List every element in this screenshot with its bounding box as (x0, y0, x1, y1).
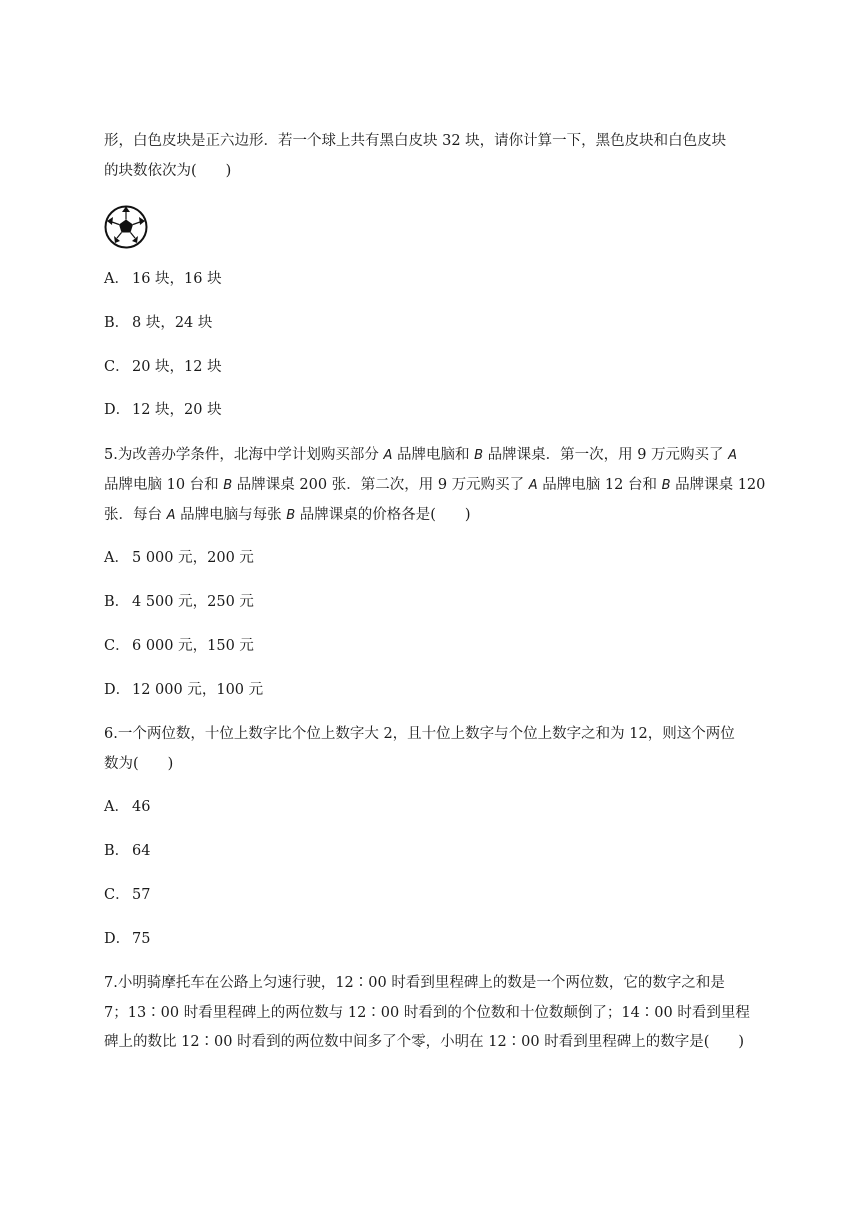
q5-option-a: A． 5 000 元，200 元 (104, 550, 254, 566)
q4-option-a: A． 16 块，16 块 (104, 271, 222, 287)
q7-stem-line2: 7；13∶00 时看里程碑上的两位数与 12∶00 时看到的个位数和十位数颠倒了；14∶00 时看到里程 (104, 1005, 750, 1021)
q6-option-b: B． 64 (104, 843, 151, 859)
q4-stem-line1: 形，白色皮块是正六边形．若一个球上共有黑白皮块 32 块，请你计算一下，黑色皮块和白色皮块 (104, 133, 727, 149)
q6-option-d: D． 75 (104, 931, 151, 947)
q4-option-d: D． 12 块，20 块 (104, 402, 222, 418)
q4-option-c: C． 20 块，12 块 (104, 359, 222, 375)
q5-stem-line2: 品牌电脑 10 台和 B 品牌课桌 200 张．第二次，用 9 万元购买了 A 品牌电脑 12 台和 B 品牌课桌 120 (104, 477, 766, 493)
q6-option-c: C． 57 (104, 887, 151, 903)
q5-option-b: B． 4 500 元，250 元 (104, 594, 254, 610)
q5-stem-line3: 张．每台 A 品牌电脑与每张 B 品牌课桌的价格各是( ) (104, 507, 471, 523)
q7-stem-line1: 7.小明骑摩托车在公路上匀速行驶，12∶00 时看到里程碑上的数是一个两位数，它的数字之和是 (104, 975, 725, 991)
q5-option-d: D． 12 000 元，100 元 (104, 682, 264, 698)
q6-option-a: A． 46 (104, 799, 151, 815)
q6-stem-line1: 6.一个两位数，十位上数字比个位上数字大 2，且十位上数字与个位上数字之和为 12，则这个两位 (104, 726, 735, 742)
soccer-ball-icon (104, 205, 148, 249)
q6-stem-line2: 数为( ) (104, 756, 174, 772)
q5-stem-line1: 5.为改善办学条件，北海中学计划购买部分 A 品牌电脑和 B 品牌课桌．第一次，用 9 万元购买了 A (104, 447, 738, 463)
q5-option-c: C． 6 000 元，150 元 (104, 638, 254, 654)
q7-stem-line3: 碑上的数比 12∶00 时看到的两位数中间多了个零，小明在 12∶00 时看到里程碑上的数字是( ) (104, 1034, 745, 1050)
q4-option-b: B． 8 块，24 块 (104, 315, 213, 331)
q4-stem-line2: 的块数依次为( ) (104, 163, 232, 179)
